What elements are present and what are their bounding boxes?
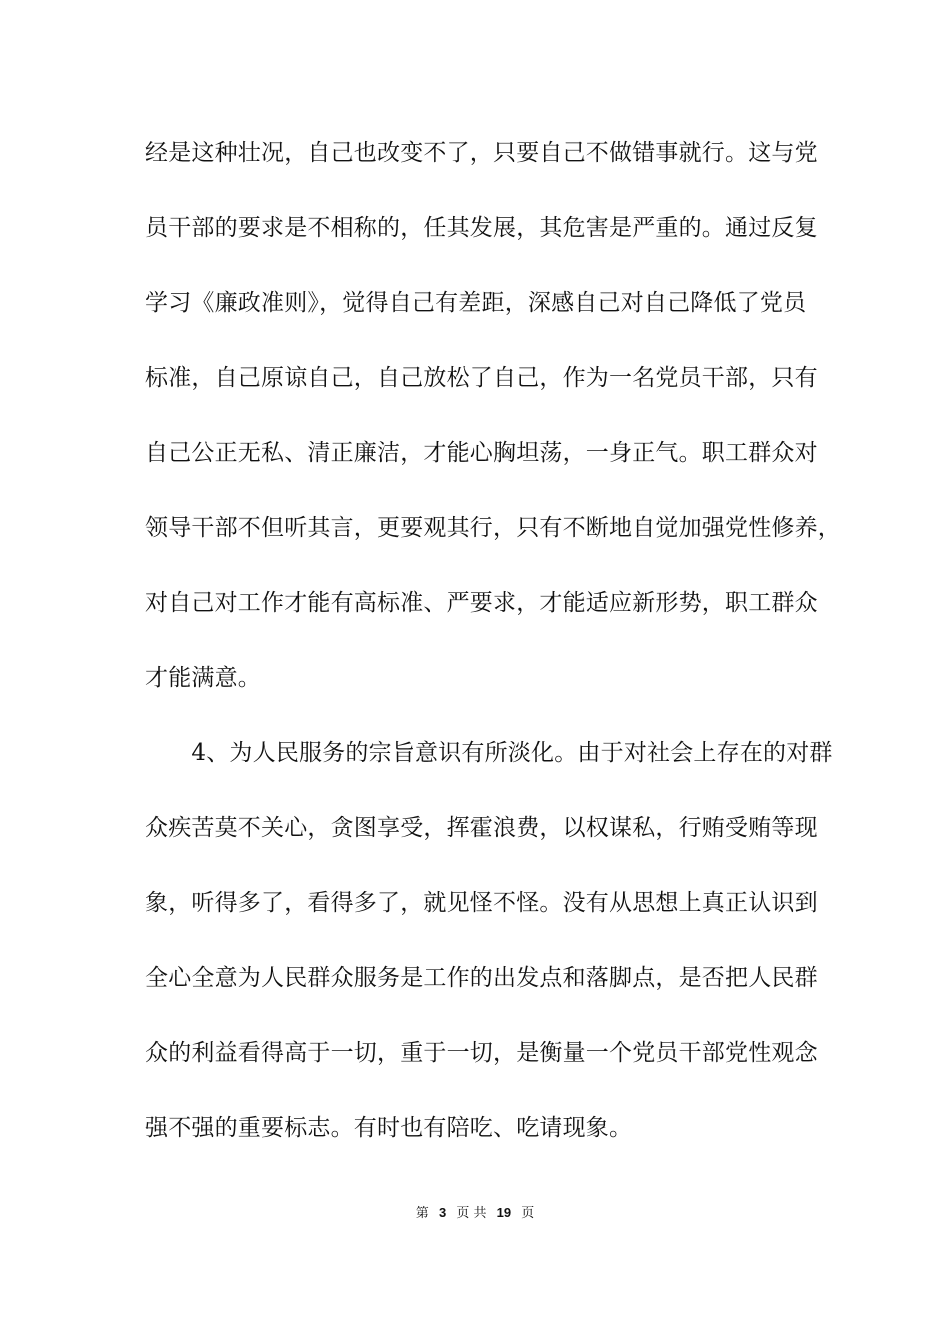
paragraph-line: 员干部的要求是不相称的，任其发展，其危害是严重的。通过反复 (145, 215, 818, 241)
paragraph-line: 对自己对工作才能有高标准、严要求，才能适应新形势，职工群众 (145, 590, 818, 616)
paragraph-line: 经是这种壮况，自己也改变不了，只要自己不做错事就行。这与党 (145, 140, 818, 166)
paragraph-line: 众疾苦莫不关心，贪图享受，挥霍浪费，以权谋私，行贿受贿等现 (145, 815, 818, 841)
paragraph-line: 4、为人民服务的宗旨意识有所淡化。由于对社会上存在的对群 (145, 740, 833, 766)
paragraph-line: 全心全意为人民群众服务是工作的出发点和落脚点，是否把人民群 (145, 965, 818, 991)
footer-middle: 页 共 (456, 1206, 487, 1221)
paragraph-line: 标准，自己原谅自己，自己放松了自己，作为一名党员干部，只有 (145, 365, 818, 391)
footer-current-page: 3 (438, 1205, 447, 1220)
footer-prefix: 第 (415, 1206, 429, 1221)
paragraph-line: 自己公正无私、清正廉洁，才能心胸坦荡，一身正气。职工群众对 (145, 440, 818, 466)
paragraph-line: 象，听得多了，看得多了，就见怪不怪。没有从思想上真正认识到 (145, 890, 818, 916)
paragraph-line: 领导干部不但听其言，更要观其行，只有不断地自觉加强党性修养， (145, 515, 841, 541)
page-footer (0, 1203, 950, 1224)
paragraph-line: 才能满意。 (145, 665, 261, 691)
footer-total-pages: 19 (496, 1205, 512, 1220)
footer-suffix: 页 (521, 1206, 535, 1221)
paragraph-line: 强不强的重要标志。有时也有陪吃、吃请现象。 (145, 1115, 633, 1141)
paragraph-line: 学习《廉政准则》，觉得自己有差距，深感自己对自己降低了党员 (145, 290, 807, 316)
paragraph-line: 众的利益看得高于一切，重于一切，是衡量一个党员干部党性观念 (145, 1040, 818, 1066)
